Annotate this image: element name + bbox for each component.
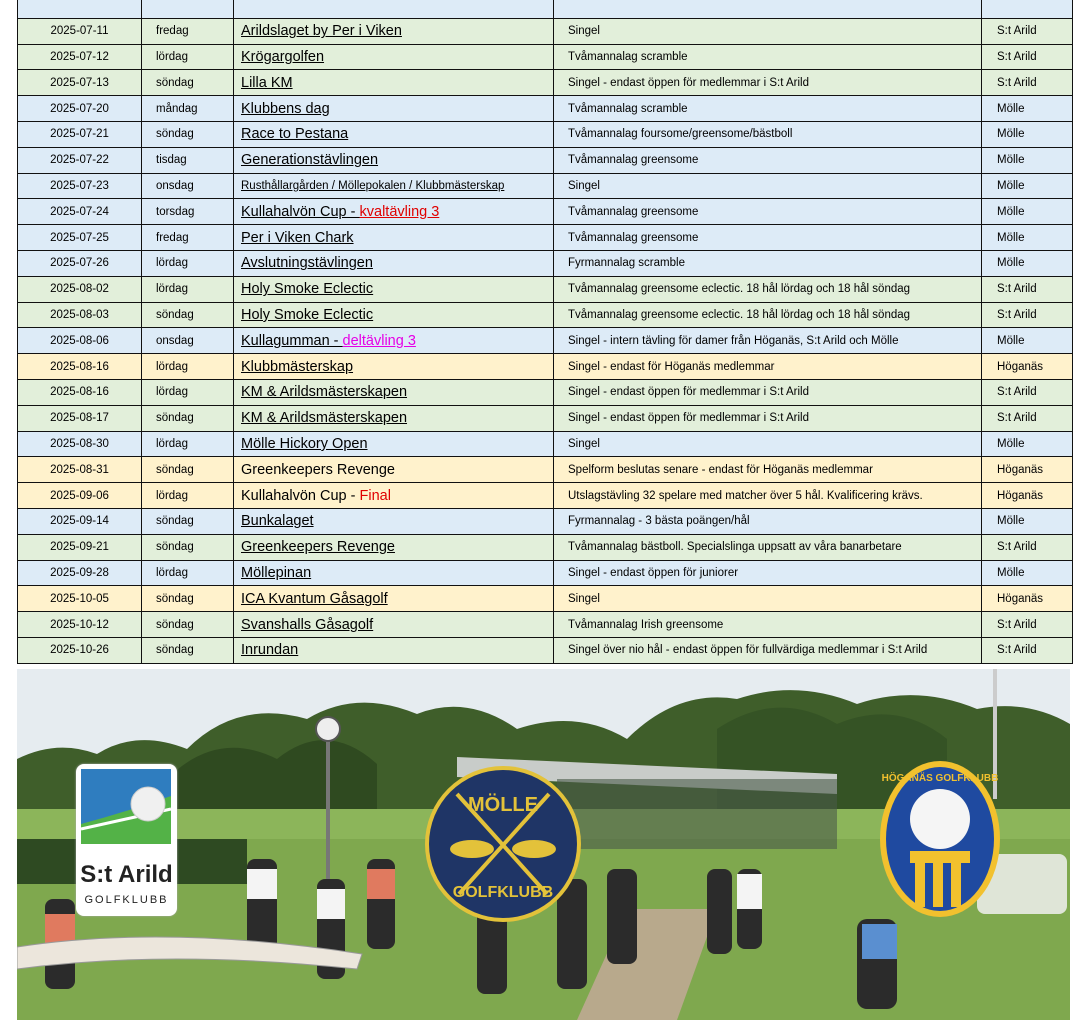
date-cell: 2025-07-21	[18, 121, 142, 147]
weekday-cell: tisdag	[142, 147, 234, 173]
table-row	[18, 483, 1073, 509]
competition-name-cell	[234, 508, 554, 534]
date-cell: 2025-08-17	[18, 405, 142, 431]
date-cell: 2025-08-03	[18, 302, 142, 328]
date-cell: 2025-07-24	[18, 199, 142, 225]
competition-name[interactable]: Inrundan	[241, 642, 299, 659]
competition-name-cell	[234, 431, 554, 457]
date-cell: 2025-07-23	[18, 173, 142, 199]
game-format-cell: Tvåmannalag greensome eclectic. 18 hål lördag och 18 hål söndag	[554, 276, 982, 302]
game-format-cell: Tvåmannalag foursome/greensome/bästboll	[554, 121, 982, 147]
weekday-cell: lördag	[142, 354, 234, 380]
game-format-cell: Singel - endast öppen för medlemmar i S:t Arild	[554, 379, 982, 405]
competition-name[interactable]: Kullagumman -	[241, 332, 343, 349]
competition-name[interactable]: KM & Arildsmästerskapen	[241, 410, 408, 427]
competition-tag: kvaltävling 3	[359, 203, 440, 220]
game-format-cell: Singel	[554, 18, 982, 44]
table-row	[18, 405, 1073, 431]
date-cell: 2025-07-13	[18, 70, 142, 96]
game-format-cell: Tvåmannalag Irish greensome	[554, 612, 982, 638]
game-format-cell: Singel	[554, 431, 982, 457]
weekday-cell: måndag	[142, 96, 234, 122]
weekday-cell: fredag	[142, 18, 234, 44]
host-club-cell: S:t Arild	[982, 44, 1073, 70]
host-club-cell: S:t Arild	[982, 70, 1073, 96]
host-club-cell: Höganäs	[982, 483, 1073, 509]
host-club-cell: S:t Arild	[982, 276, 1073, 302]
table-row	[18, 586, 1073, 612]
table-row	[18, 173, 1073, 199]
competition-name[interactable]: ICA Kvantum Gåsagolf	[241, 590, 388, 607]
competition-name-cell	[234, 96, 554, 122]
competition-name-cell	[234, 199, 554, 225]
host-club-cell: S:t Arild	[982, 637, 1073, 663]
competition-name-cell	[234, 147, 554, 173]
host-club-cell: Mölle	[982, 121, 1073, 147]
st-arild-emblem	[76, 764, 177, 859]
table-row	[18, 560, 1073, 586]
table-row	[18, 199, 1073, 225]
table-row	[18, 612, 1073, 638]
weekday-cell: söndag	[142, 534, 234, 560]
weekday-cell: onsdag	[142, 328, 234, 354]
weekday-cell: söndag	[142, 586, 234, 612]
weekday-cell: onsdag	[142, 173, 234, 199]
competition-name[interactable]: Rusthållargården / Möllepokalen / Klubbmästerskap	[241, 179, 505, 192]
competition-tag: Final	[359, 487, 391, 504]
table-row	[18, 225, 1073, 251]
game-format-cell: Singel	[554, 586, 982, 612]
svg-text:HÖGANÄS GOLFKLUBB: HÖGANÄS GOLFKLUBB	[881, 773, 999, 784]
host-club-cell: Mölle	[982, 508, 1073, 534]
host-club-cell: Mölle	[982, 173, 1073, 199]
game-format-cell: Tvåmannalag greensome	[554, 147, 982, 173]
weekday-cell: lördag	[142, 44, 234, 70]
table-row	[18, 508, 1073, 534]
table-row	[18, 96, 1073, 122]
weekday-cell: lördag	[142, 560, 234, 586]
hoganas-golfklubb-logo	[880, 761, 1000, 917]
competition-name-cell	[234, 70, 554, 96]
weekday-cell: lördag	[142, 250, 234, 276]
game-format-cell: Spelform beslutas senare - endast för Höganäs medlemmar	[554, 457, 982, 483]
weekday-cell: torsdag	[142, 199, 234, 225]
weekday-cell: lördag	[142, 431, 234, 457]
st-arild-logo-text: S:t Arild	[80, 861, 173, 888]
molle-golfklubb-logo	[425, 766, 581, 922]
competition-name[interactable]: Krögargolfen	[241, 48, 325, 65]
host-club-cell: Mölle	[982, 199, 1073, 225]
host-club-cell: Mölle	[982, 250, 1073, 276]
competition-tag: deltävling 3	[342, 332, 416, 349]
weekday-cell: lördag	[142, 276, 234, 302]
competition-name-cell	[234, 250, 554, 276]
game-format-cell: Singel - endast öppen för medlemmar i S:t Arild	[554, 405, 982, 431]
game-format-cell: Singel - endast öppen för medlemmar i S:t Arild	[554, 70, 982, 96]
weekday-cell: fredag	[142, 225, 234, 251]
game-format-cell: Fyrmannalag - 3 bästa poängen/hål	[554, 508, 982, 534]
competition-name[interactable]: Mölle Hickory Open	[241, 435, 368, 452]
host-club-cell: Mölle	[982, 96, 1073, 122]
svg-text:GOLFKLUBB: GOLFKLUBB	[452, 884, 554, 901]
competition-name-cell	[234, 276, 554, 302]
table-row	[18, 121, 1073, 147]
date-cell: 2025-10-05	[18, 586, 142, 612]
table-row	[18, 328, 1073, 354]
date-cell: 2025-07-26	[18, 250, 142, 276]
table-row	[18, 276, 1073, 302]
host-club-cell: Höganäs	[982, 354, 1073, 380]
date-cell: 2025-07-12	[18, 44, 142, 70]
competition-name-cell	[234, 405, 554, 431]
competition-name-cell	[234, 44, 554, 70]
date-cell: 2025-09-14	[18, 508, 142, 534]
host-club-cell: Mölle	[982, 560, 1073, 586]
weekday-cell: söndag	[142, 405, 234, 431]
weekday-cell: söndag	[142, 302, 234, 328]
weekday-cell: lördag	[142, 483, 234, 509]
competition-name[interactable]: Bunkalaget	[241, 513, 314, 530]
game-format-cell: Singel över nio hål - endast öppen för fullvärdiga medlemmar i S:t Arild	[554, 637, 982, 663]
svg-text:MÖLLE: MÖLLE	[468, 794, 538, 816]
competition-schedule	[17, 0, 1072, 664]
weekday-cell: söndag	[142, 612, 234, 638]
host-club-cell: S:t Arild	[982, 405, 1073, 431]
host-club-cell: S:t Arild	[982, 302, 1073, 328]
st-arild-golfklubb-logo	[76, 764, 177, 916]
table-row	[18, 147, 1073, 173]
host-club-cell: S:t Arild	[982, 18, 1073, 44]
competition-name: Kullahalvön Cup -	[241, 487, 360, 504]
host-club-cell: S:t Arild	[982, 379, 1073, 405]
competition-name[interactable]: Lilla KM	[241, 74, 293, 91]
game-format-cell: Singel - intern tävling för damer från Höganäs, S:t Arild och Mölle	[554, 328, 982, 354]
competition-name-cell	[234, 173, 554, 199]
competition-name[interactable]: Per i Viken Chark	[241, 229, 354, 246]
game-format-cell: Fyrmannalag scramble	[554, 250, 982, 276]
competition-name-cell	[234, 379, 554, 405]
date-cell: 2025-08-16	[18, 379, 142, 405]
table-row	[18, 534, 1073, 560]
competition-name[interactable]: Holy Smoke Eclectic	[241, 281, 374, 298]
weekday-cell: söndag	[142, 121, 234, 147]
competition-name[interactable]: Generationstävlingen	[241, 152, 379, 169]
date-cell: 2025-10-12	[18, 612, 142, 638]
date-cell: 2025-07-20	[18, 96, 142, 122]
competition-name-cell	[234, 302, 554, 328]
date-cell: 2025-08-16	[18, 354, 142, 380]
table-row	[18, 70, 1073, 96]
date-cell: 2025-09-06	[18, 483, 142, 509]
host-club-cell: S:t Arild	[982, 612, 1073, 638]
game-format-cell: Tvåmannalag greensome	[554, 199, 982, 225]
competition-name[interactable]: Holy Smoke Eclectic	[241, 306, 374, 323]
competition-name[interactable]: Kullahalvön Cup -	[241, 203, 360, 220]
table-row	[18, 44, 1073, 70]
competition-name[interactable]: Klubbens dag	[241, 100, 330, 117]
competition-name[interactable]: Svanshalls Gåsagolf	[241, 616, 374, 633]
host-club-cell: Mölle	[982, 431, 1073, 457]
competition-name-cell	[234, 483, 554, 509]
table-row	[18, 354, 1073, 380]
competition-name-cell	[234, 354, 554, 380]
weekday-cell: söndag	[142, 508, 234, 534]
competition-name[interactable]: Greenkeepers Revenge	[241, 539, 395, 556]
competition-name[interactable]: Race to Pestana	[241, 126, 349, 143]
table-row	[18, 431, 1073, 457]
table-row	[18, 18, 1073, 44]
date-cell: 2025-08-02	[18, 276, 142, 302]
date-cell: 2025-08-31	[18, 457, 142, 483]
date-cell: 2025-09-21	[18, 534, 142, 560]
competition-name[interactable]: KM & Arildsmästerskapen	[241, 384, 408, 401]
competition-name-cell	[234, 560, 554, 586]
competition-name-cell	[234, 637, 554, 663]
competition-name-cell	[234, 18, 554, 44]
date-cell: 2025-08-06	[18, 328, 142, 354]
host-club-cell: Mölle	[982, 225, 1073, 251]
competition-name-cell	[234, 612, 554, 638]
game-format-cell: Utslagstävling 32 spelare med matcher över 5 hål. Kvalificering krävs.	[554, 483, 982, 509]
competition-name-cell	[234, 457, 554, 483]
weekday-cell: lördag	[142, 379, 234, 405]
date-cell: 2025-10-26	[18, 637, 142, 663]
game-format-cell: Tvåmannalag scramble	[554, 44, 982, 70]
competition-name: Greenkeepers Revenge	[241, 461, 395, 478]
game-format-cell: Tvåmannalag greensome	[554, 225, 982, 251]
date-cell: 2025-09-28	[18, 560, 142, 586]
competition-name[interactable]: Arildslaget by Per i Viken	[241, 23, 402, 40]
game-format-cell: Singel - endast öppen för juniorer	[554, 560, 982, 586]
table-row	[18, 302, 1073, 328]
table-row	[18, 637, 1073, 663]
date-cell: 2025-07-22	[18, 147, 142, 173]
date-cell: 2025-07-25	[18, 225, 142, 251]
schedule-table	[17, 0, 1073, 664]
game-format-cell: Singel - endast för Höganäs medlemmar	[554, 354, 982, 380]
competition-name-cell	[234, 225, 554, 251]
weekday-cell: söndag	[142, 457, 234, 483]
table-row-partial	[18, 0, 1073, 18]
weekday-cell: söndag	[142, 637, 234, 663]
game-format-cell: Tvåmannalag scramble	[554, 96, 982, 122]
competition-name[interactable]: Klubbmästerskap	[241, 358, 354, 375]
host-club-cell: Höganäs	[982, 457, 1073, 483]
game-format-cell: Singel	[554, 173, 982, 199]
competition-name[interactable]: Möllepinan	[241, 564, 312, 581]
competition-name-cell	[234, 534, 554, 560]
weekday-cell: söndag	[142, 70, 234, 96]
competition-name-cell	[234, 328, 554, 354]
st-arild-logo-subtext: GOLFKLUBB	[84, 894, 169, 906]
game-format-cell: Tvåmannalag greensome eclectic. 18 hål lördag och 18 hål söndag	[554, 302, 982, 328]
table-row	[18, 250, 1073, 276]
competition-name-cell	[234, 586, 554, 612]
host-club-cell: S:t Arild	[982, 534, 1073, 560]
table-row	[18, 457, 1073, 483]
date-cell: 2025-08-30	[18, 431, 142, 457]
host-club-cell: Mölle	[982, 328, 1073, 354]
host-club-cell: Höganäs	[982, 586, 1073, 612]
golf-course-photo	[17, 669, 1070, 1020]
competition-name[interactable]: Avslutningstävlingen	[241, 255, 373, 272]
date-cell: 2025-07-11	[18, 18, 142, 44]
table-row	[18, 379, 1073, 405]
game-format-cell: Tvåmannalag bästboll. Specialslinga uppsatt av våra banarbetare	[554, 534, 982, 560]
host-club-cell: Mölle	[982, 147, 1073, 173]
competition-name-cell	[234, 121, 554, 147]
